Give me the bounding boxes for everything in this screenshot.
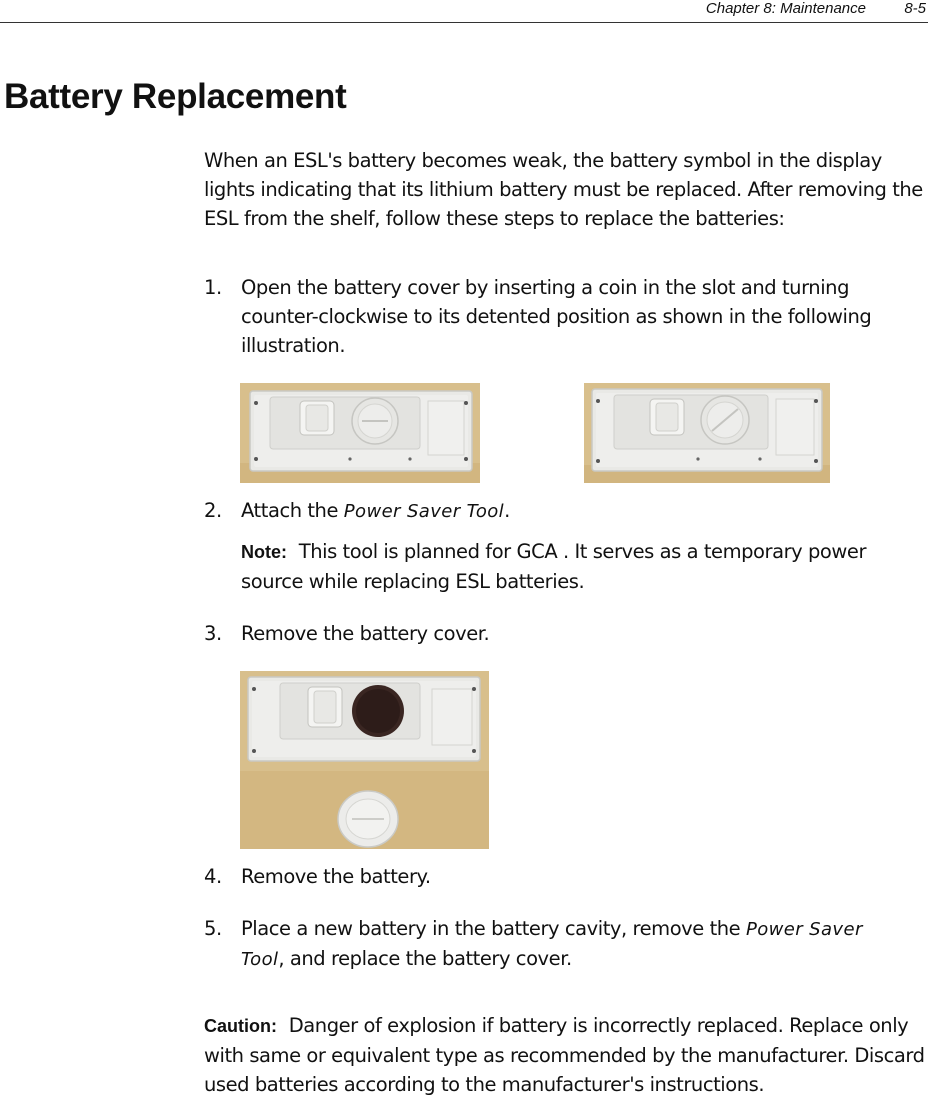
tool-name: Power Saver Tool xyxy=(343,501,505,522)
running-header xyxy=(0,0,928,23)
step-text xyxy=(241,496,904,526)
step-text: Open the battery cover by inserting a coin in the slot and turning counter-clockwise to its detented position as shown in the following illustration. xyxy=(241,276,872,357)
step-number: 3. xyxy=(204,622,222,645)
chapter-title: Chapter 8: Maintenance xyxy=(705,0,866,17)
esl-cover-turned-photo xyxy=(584,383,830,483)
step-number: 4. xyxy=(204,865,222,888)
step-4 xyxy=(204,862,904,891)
step-5 xyxy=(204,914,904,974)
esl-cover-closed-photo xyxy=(240,383,480,483)
caution-text: Danger of explosion if battery is incorrectly replaced. Replace only with same or equivalent type as recommended by the manufacturer. Discard used batteries according to the manufacturer's instructions. xyxy=(204,1014,925,1096)
note xyxy=(241,537,901,596)
step-text-after: , and replace the battery cover. xyxy=(278,947,572,970)
note-text: This tool is planned for GCA . It serves as a temporary power source while replacing ESL batteries. xyxy=(241,540,867,593)
caution xyxy=(204,1011,930,1099)
page-number: 8-5 xyxy=(904,0,926,17)
esl-cover-removed-photo xyxy=(240,671,489,849)
step-text-before: Place a new battery in the battery cavity, remove the xyxy=(241,917,746,940)
step-2 xyxy=(204,496,904,526)
step-1 xyxy=(204,273,904,360)
step-number: 2. xyxy=(204,499,222,522)
step-text-before: Attach the xyxy=(241,499,344,522)
step-number: 5. xyxy=(204,917,222,940)
step-number: 1. xyxy=(204,276,222,299)
step-3 xyxy=(204,619,904,648)
caution-label: Caution: xyxy=(204,1016,277,1036)
page-title: Battery Replacement xyxy=(4,77,347,116)
step-text: Remove the battery. xyxy=(241,865,431,888)
step-text-after: . xyxy=(504,499,510,522)
note-label: Note: xyxy=(241,542,287,562)
step-text xyxy=(241,914,904,974)
tool-name: Power Saver Tool xyxy=(241,919,863,970)
intro-paragraph: When an ESL's battery becomes weak, the battery symbol in the display lights indicating that its lithium battery must be replaced. After removing the ESL from the shelf, follow these steps to replace the batteries: xyxy=(204,149,923,230)
step-text: Remove the battery cover. xyxy=(241,622,490,645)
